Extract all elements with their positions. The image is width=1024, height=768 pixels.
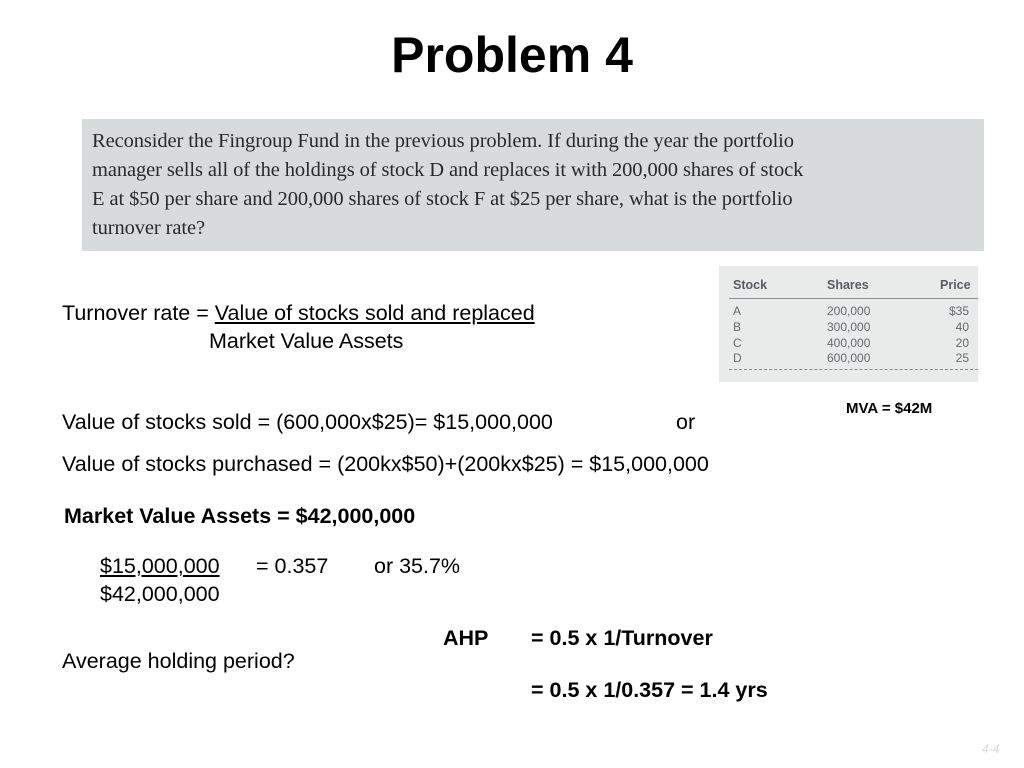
mva-note: MVA = $42M (846, 400, 933, 417)
calc-result: = 0.357 (256, 554, 329, 578)
table-cell: 40 (955, 320, 969, 334)
table-cell: 400,000 (827, 336, 871, 350)
calc-numerator: $15,000,000 (100, 554, 220, 578)
problem-line: Reconsider the Fingroup Fund in the previous problem. If during the year the portfolio (92, 130, 794, 152)
turnover-formula (62, 301, 535, 326)
turnover-denominator: Market Value Assets (209, 329, 404, 353)
table-cell: $35 (948, 304, 969, 318)
table-cell: D (733, 351, 742, 365)
ahp-formula: = 0.5 x 1/Turnover (531, 626, 713, 650)
table-cell: B (733, 320, 742, 334)
problem-line: E at $50 per share and 200,000 shares of stock F at $25 per share, what is the portfolio (92, 188, 793, 210)
slide-title: Problem 4 (391, 27, 633, 83)
table-divider (729, 298, 978, 299)
ahp-question: Average holding period? (62, 649, 295, 673)
stock-table-image (719, 266, 978, 382)
turnover-numerator: Value of stocks sold and replaced (214, 301, 535, 325)
market-value-assets-line: Market Value Assets = $42,000,000 (64, 504, 416, 528)
calc-denominator: $42,000,000 (100, 582, 220, 606)
table-header-shares: Shares (827, 278, 869, 292)
table-cell: 300,000 (827, 320, 871, 334)
table-row (719, 336, 978, 352)
table-cell: C (733, 336, 742, 350)
table-cell: A (733, 304, 742, 318)
table-row (719, 320, 978, 336)
table-header-stock: Stock (733, 278, 768, 292)
table-row (719, 304, 978, 320)
table-row (719, 351, 978, 367)
problem-line: manager sells all of the holdings of stock D and replaces it with 200,000 shares of stock (92, 159, 804, 181)
table-header-price: Price (940, 278, 971, 292)
calc-percent: or 35.7% (374, 554, 461, 578)
value-purchased-line: Value of stocks purchased = (200kx$50)+(200kx$25) = $15,000,000 (62, 452, 709, 476)
problem-statement-image (82, 119, 984, 251)
problem-line: turnover rate? (92, 217, 205, 239)
table-cell: 20 (955, 336, 969, 350)
slide-number: 4-4 (982, 742, 1000, 756)
table-bottom-divider (729, 369, 978, 370)
table-cell: 25 (955, 351, 969, 365)
ahp-label: AHP (443, 626, 489, 650)
or-word: or (676, 410, 696, 434)
ahp-computation: = 0.5 x 1/0.357 = 1.4 yrs (531, 678, 768, 702)
turnover-label: Turnover rate = (62, 301, 215, 325)
table-cell: 200,000 (827, 304, 871, 318)
value-sold-line: Value of stocks sold = (600,000x$25)= $15,000,000 (62, 410, 553, 434)
table-cell: 600,000 (827, 351, 871, 365)
